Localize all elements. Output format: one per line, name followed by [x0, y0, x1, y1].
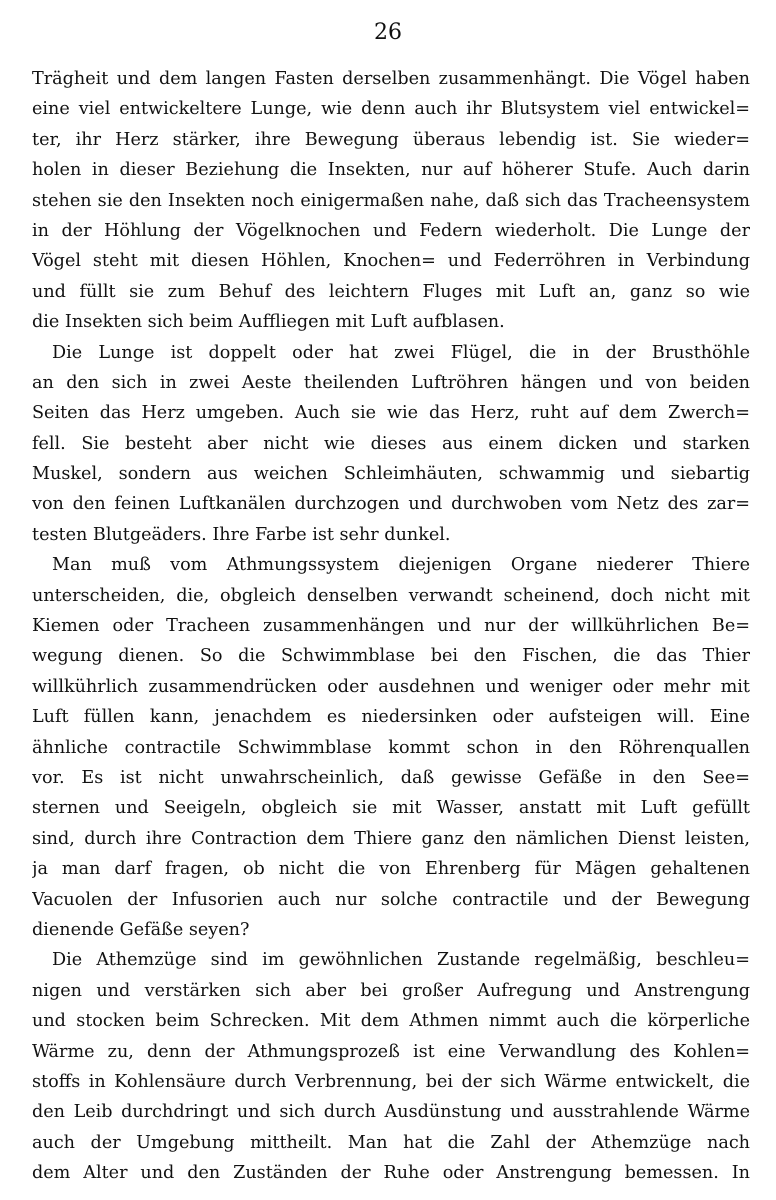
- text-line: holen in dieser Beziehung die Insekten, nur auf höherer Stufe. Auch darin: [32, 160, 750, 181]
- text-line: Luft füllen kann, jenachdem es niedersinken oder aufsteigen will. Eine: [32, 707, 750, 728]
- text-line: dienende Gefäße seyen?: [32, 919, 250, 940]
- text-line: ter, ihr Herz stärker, ihre Bewegung überaus lebendig ist. Sie wieder=: [32, 129, 750, 150]
- text-line: stehen sie den Insekten noch einigermaßen nahe, daß sich das Tracheensystem: [32, 190, 750, 211]
- page-number: 26: [374, 20, 402, 45]
- paragraph: [32, 945, 750, 1188]
- text-line: stoffs in Kohlensäure durch Verbrennung, bei der sich Wärme entwickelt, die: [32, 1071, 750, 1092]
- text-line: Vacuolen der Infusorien auch nur solche contractile und der Bewegung: [32, 889, 750, 910]
- text-line: dem Alter und den Zuständen der Ruhe oder Anstrengung bemessen. In: [32, 1163, 750, 1184]
- text-line: Vögel steht mit diesen Höhlen, Knochen= und Federröhren in Verbindung: [32, 251, 750, 272]
- paragraph: [32, 338, 750, 551]
- text-line: Wärme zu, denn der Athmungsprozeß ist eine Verwandlung des Kohlen=: [32, 1041, 750, 1062]
- paragraph: [32, 64, 750, 338]
- text-line: und füllt sie zum Behuf des leichtern Fluges mit Luft an, ganz so wie: [32, 281, 750, 302]
- text-line: wegung dienen. So die Schwimmblase bei den Fischen, die das Thier: [32, 646, 750, 667]
- text-line: die Insekten sich beim Auffliegen mit Luft aufblasen.: [32, 312, 505, 333]
- text-line: an den sich in zwei Aeste theilenden Luftröhren hängen und von beiden: [32, 372, 750, 393]
- text-line: testen Blutgeäders. Ihre Farbe ist sehr dunkel.: [32, 524, 451, 545]
- text-line: von den feinen Luftkanälen durchzogen und durchwoben vom Netz des zar=: [32, 494, 750, 515]
- text-line: Die Lunge ist doppelt oder hat zwei Flügel, die in der Brusthöhle: [52, 342, 750, 363]
- text-line: willkührlich zusammendrücken oder ausdehnen und weniger oder mehr mit: [32, 676, 750, 697]
- text-line: sind, durch ihre Contraction dem Thiere ganz den nämlichen Dienst leisten,: [32, 828, 750, 849]
- text-line: vor. Es ist nicht unwahrscheinlich, daß gewisse Gefäße in den See=: [32, 767, 750, 788]
- text-line: auch der Umgebung mittheilt. Man hat die Zahl der Athemzüge nach: [32, 1132, 750, 1153]
- text-line: fell. Sie besteht aber nicht wie dieses aus einem dicken und starken: [32, 433, 750, 454]
- text-line: Kiemen oder Tracheen zusammenhängen und nur der willkührlichen Be=: [32, 616, 750, 637]
- text-line: unterscheiden, die, obgleich denselben verwandt scheinend, doch nicht mit: [32, 585, 750, 606]
- text-line: nigen und verstärken sich aber bei großer Aufregung und Anstrengung: [32, 980, 750, 1001]
- text-body: [32, 64, 750, 1188]
- text-line: ja man darf fragen, ob nicht die von Ehrenberg für Mägen gehaltenen: [32, 859, 750, 880]
- text-line: den Leib durchdringt und sich durch Ausdünstung und ausstrahlende Wärme: [32, 1102, 750, 1123]
- text-line: Muskel, sondern aus weichen Schleimhäuten, schwammig und siebartig: [32, 464, 750, 485]
- text-line: Man muß vom Athmungssystem diejenigen Organe niederer Thiere: [52, 555, 750, 576]
- paragraph: [32, 550, 750, 945]
- text-line: sternen und Seeigeln, obgleich sie mit Wasser, anstatt mit Luft gefüllt: [32, 798, 750, 819]
- text-line: Seiten das Herz umgeben. Auch sie wie das Herz, ruht auf dem Zwerch=: [32, 403, 750, 424]
- text-line: eine viel entwickeltere Lunge, wie denn auch ihr Blutsystem viel entwickel=: [32, 99, 750, 120]
- text-line: ähnliche contractile Schwimmblase kommt schon in den Röhrenquallen: [32, 737, 750, 758]
- text-line: in der Höhlung der Vögelknochen und Federn wiederholt. Die Lunge der: [32, 220, 750, 241]
- text-line: Die Athemzüge sind im gewöhnlichen Zustande regelmäßig, beschleu=: [52, 950, 750, 971]
- text-line: Trägheit und dem langen Fasten derselben zusammenhängt. Die Vögel haben: [32, 69, 750, 89]
- text-line: und stocken beim Schrecken. Mit dem Athmen nimmt auch die körperliche: [32, 1011, 750, 1032]
